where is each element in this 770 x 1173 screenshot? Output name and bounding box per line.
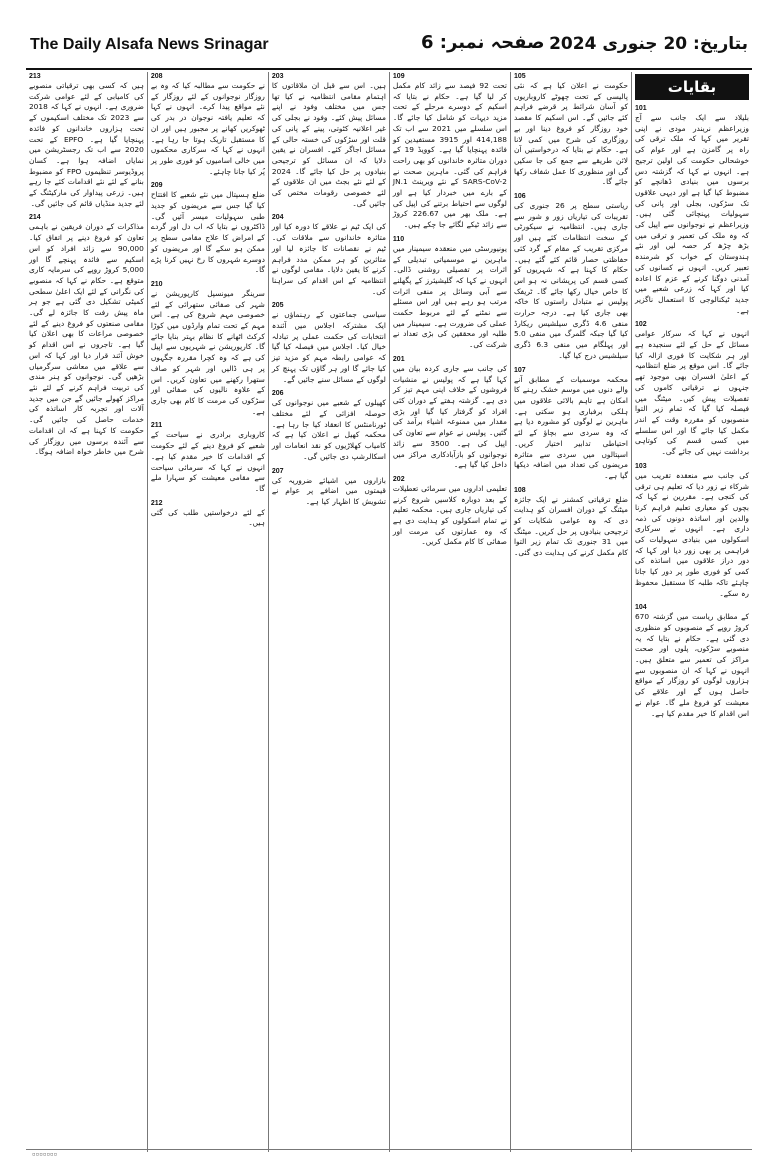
article-number: 109 (392, 73, 405, 80)
article-continuation (635, 104, 749, 316)
news-column-2 (510, 72, 631, 1152)
article-number: 105 (513, 73, 526, 80)
article-text: مذاکرات کے دوران فریقین نے باہمی تعاون کو فروغ دینے پر اتفاق کیا۔ 90,000 سے زائد افراد کو اس اسکیم سے فائدہ پہنچے گا اور 5,000 کروڑ روپے کی سرمایہ کاری متوقع ہے۔ حکام نے کہا کہ منصوبے کی نگرانی کے لئے ایک اعلیٰ سطحی کمیٹی تشکیل دی گئی ہے جو ہر ماہ پیش رفت کا جائزہ لے گی۔ مقامی صنعتوں کو فروغ دینے کے لئے خصوصی مراعات کا بھی اعلان کیا گیا ہے۔ تاجروں نے اس اقدام کو خوش آئند قرار دیا اور کہا کہ اس سے علاقے میں معاشی سرگرمیاں بڑھیں گی۔ نوجوانوں کو ہنر مندی کی تربیت فراہم کرنے کے لئے نئے مراکز کھولے جائیں گے جن میں جدید آلات اور تجربہ کار اساتذہ کی خدمات حاصل کی جائیں گی۔ حکومت کا کہنا ہے کہ ان اقدامات سے آئندہ برسوں میں روزگار کی شرح میں خاطر خواہ اضافہ ہوگا۔ (28, 222, 144, 457)
article-number: 205 (271, 302, 284, 310)
article-text: انہوں نے کہا کہ سرکار عوامی مسائل کے حل کے لئے سنجیدہ ہے اور ہر شکایت کا فوری ازالہ کیا جائے گا۔ اس موقع پر ضلع انتظامیہ کے اعلیٰ افسران بھی موجود تھے جنہوں نے ترقیاتی کاموں کی تفصیلات پیش کیں۔ میٹنگ میں فیصلہ کیا گیا کہ تمام زیر التوا منصوبوں کو مقررہ وقت کے اندر مکمل کیا جائے گا اور اس سلسلے میں کسی قسم کی کوتاہی برداشت نہیں کی جائے گی۔ (634, 329, 749, 457)
article-text: ہیں۔ اس سے قبل ان ملاقاتوں کا اہتمام مقامی انتظامیہ نے کیا تھا جس میں مختلف وفود نے اپنے مسائل پیش کئے۔ وفود نے بجلی کی غیر اعلانیہ کٹوتی، پینے کے پانی کی قلت اور سڑکوں کی خستہ حالی کے مسائل اجاگر کئے۔ افسران نے یقین دلایا کہ ان مسائل کو ترجیحی بنیادوں پر حل کیا جائے گا۔ 2024 کے لئے نئے بجٹ میں ان علاقوں کے لئے خصوصی رقومات مختص کی جائیں گی۔ (271, 81, 386, 208)
article-number: 107 (513, 366, 526, 374)
article-continuation (272, 389, 386, 462)
article-text: کی ایک ٹیم نے علاقے کا دورہ کیا اور متاثرہ خاندانوں سے ملاقات کی۔ ٹیم نے نقصانات کا جائزہ لیا اور متاثرین کو ہر ممکن مدد فراہم کرنے کا یقین دلایا۔ مقامی لوگوں نے انتظامیہ کے اس اقدام کی سراہنا کی۔ (271, 222, 386, 296)
article-text: حکومت نے اعلان کیا ہے کہ نئی پالیسی کے تحت چھوٹے کاروباریوں کو آسان شرائط پر قرضے فراہم کئے جائیں گے۔ اس اسکیم کا مقصد خود روزگار کو فروغ دینا اور بے روزگاری کی شرح میں کمی لانا ہے۔ حکام نے بتایا کہ درخواستیں آن لائن طریقے سے جمع کی جا سکیں گی اور منظوری کا عمل شفاف رکھا جائے گا۔ (513, 81, 628, 187)
article-continuation (151, 499, 265, 529)
newspaper-title: The Daily Alsafa News Srinagar (30, 36, 269, 53)
article-text: سرینگر میونسپل کارپوریشن نے شہر کی صفائی ستھرائی کے لئے خصوصی مہم شروع کی ہے۔ اس مہم کے تحت تمام وارڈوں میں کوڑا کرکٹ اٹھانے کا نظام بہتر بنایا جائے گا۔ کارپوریشن نے شہریوں سے اپیل کی ہے کہ وہ کچرا مقررہ جگہوں پر ہی ڈالیں اور شہر کو صاف ستھرا رکھنے میں تعاون کریں۔ اس کے علاوہ نالیوں کی صفائی اور سڑکوں کی مرمت کا کام بھی جاری ہے۔ (150, 288, 265, 416)
article-continuation (514, 366, 628, 482)
article-text: بازاروں میں اشیائے ضروریہ کی قیمتوں میں اضافے پر عوام نے تشویش کا اظہار کیا ہے۔ (271, 475, 386, 506)
article-text: کے مطابق ریاست میں گزشتہ 670 کروڑ روپے کے منصوبوں کو منظوری دی گئی ہے۔ حکام نے بتایا کہ یہ منصوبے سڑکوں، پلوں اور صحت مراکز کی تعمیر سے متعلق ہیں۔ انہوں نے کہا کہ ان منصوبوں سے ہزاروں لوگوں کو روزگار کے مواقع حاصل ہوں گے اور علاقے کی معیشت کو فروغ ملے گا۔ عوام نے اس اقدام کا خیر مقدم کیا ہے۔ (634, 612, 749, 718)
article-continuation (29, 72, 144, 209)
news-column-3 (389, 72, 510, 1152)
article-continuation (272, 301, 386, 385)
article-text: یونیورسٹی میں منعقدہ سیمینار میں ماہرین نے موسمیاتی تبدیلی کے اثرات پر تفصیلی روشنی ڈالی۔ انہوں نے کہا کہ گلیشیئرز کے پگھلنے سے آبی وسائل پر منفی اثرات مرتب ہو رہے ہیں اور اس مسئلے سے نمٹنے کے لئے مربوط حکمت عملی کی ضرورت ہے۔ سیمینار میں طلبہ اور محققین کی بڑی تعداد نے شرکت کی۔ (392, 243, 507, 350)
page-footer (26, 1149, 752, 1160)
article-continuation (514, 192, 628, 362)
news-column-1 (631, 72, 752, 1152)
article-continuation (151, 421, 265, 494)
article-text: کاروباری برادری نے سیاحت کے شعبے کو فروغ دینے کے لئے حکومت کے اقدامات کا خیر مقدم کیا ہے۔ انہوں نے کہا کہ سرمائی سیاحت سے مقامی معیشت کو سہارا ملے گا۔ (150, 430, 265, 493)
article-continuation (393, 72, 507, 231)
newspaper-page (26, 30, 752, 1160)
news-column-5 (147, 72, 268, 1152)
article-number: 106 (513, 193, 526, 201)
article-continuation (635, 462, 749, 599)
article-number: 110 (392, 235, 405, 243)
article-text: محکمہ موسمیات کے مطابق آنے والے دنوں میں موسم خشک رہنے کا امکان ہے تاہم بالائی علاقوں میں ہلکی برفباری ہو سکتی ہے۔ ماہرین نے لوگوں کو مشورہ دیا ہے کہ وہ سردی سے بچاؤ کے لئے احتیاطی تدابیر اختیار کریں۔ اسپتالوں میں سردی سے متاثرہ مریضوں کی تعداد میں اضافہ دیکھا گیا ہے۔ (513, 374, 628, 480)
masthead (26, 30, 752, 70)
article-number: 212 (150, 499, 163, 507)
article-text: کھیلوں کے شعبے میں نوجوانوں کی حوصلہ افزائی کے لئے مختلف ٹورنامنٹس کا انعقاد کیا جا رہا ہے۔ محکمہ کھیل نے اعلان کیا ہے کہ کامیاب کھلاڑیوں کو نقد انعامات اور اسکالرشپ دی جائیں گی۔ (271, 398, 386, 461)
article-continuation (29, 213, 144, 457)
article-number: 104 (634, 604, 647, 612)
article-number: 202 (392, 475, 405, 483)
article-number: 206 (271, 390, 284, 398)
article-text: ضلع ہسپتال میں نئے شعبے کا افتتاح کیا گیا جس سے مریضوں کو جدید طبی سہولیات میسر آئیں گی۔ ڈاکٹروں نے بتایا کہ اب دل اور گردے کے امراض کا علاج مقامی سطح پر ممکن ہو سکے گا اور مریضوں کو دوسرے شہروں کا رخ نہیں کرنا پڑے گا۔ (150, 190, 265, 275)
issue-date: بتاریخ: 20 جنوری 2024 (549, 34, 748, 54)
article-number: 102 (634, 321, 647, 329)
article-text: ہیں کہ کسی بھی ترقیاتی منصوبے کی کامیابی کے لئے عوامی شرکت ضروری ہے۔ انہوں نے کہا کہ 2018 سے 2023 تک مختلف اسکیموں کے تحت ہزاروں خاندانوں کو فائدہ پہنچایا گیا ہے۔ EPFO کے تحت 2020 سے اب تک رجسٹریشن میں نمایاں اضافہ ہوا ہے۔ کسان پروڈیوسر تنظیموں FPO کو مضبوط بنانے کے لئے نئے اقدامات کئے جا رہے ہیں۔ زرعی پیداوار کی مارکیٹنگ کے لئے جدید منڈیاں قائم کی جائیں گی۔ (28, 81, 144, 208)
article-number: 211 (150, 422, 163, 430)
article-number: 210 (150, 280, 163, 288)
article-continuation (272, 72, 386, 209)
article-text: ریاستی سطح پر 26 جنوری کی تقریبات کی تیاریاں زور و شور سے جاری ہیں۔ انتظامیہ نے سیکورٹی کے سخت انتظامات کئے ہیں اور مرکزی تقریب کے مقام کے گرد کئی حفاظتی حصار قائم کئے گئے ہیں۔ حکام کا کہنا ہے کہ شہریوں کو کسی قسم کی پریشانی نہ ہو اس کا خاص خیال رکھا جائے گا۔ ٹریفک پولیس نے متبادل راستوں کا خاکہ بھی جاری کیا ہے۔ درجہ حرارت منفی 4.6 ڈگری سیلشیس ریکارڈ کیا گیا جبکہ گلمرگ میں منفی 5.0 اور پہلگام میں منفی 6.3 ڈگری سیلشیس درج کیا گیا۔ (513, 201, 628, 360)
article-continuation (272, 467, 386, 508)
article-text: نے حکومت سے مطالبہ کیا کہ وہ بے روزگار نوجوانوں کے لئے روزگار کے نئے مواقع پیدا کرے۔ انہوں نے کہا کہ تعلیم یافتہ نوجوان در بدر کی ٹھوکریں کھانے پر مجبور ہیں اور ان کا مستقبل تاریک ہوتا جا رہا ہے۔ انہوں نے کہا کہ سرکاری محکموں میں خالی اسامیوں کو فوری طور پر پُر کیا جانا چاہئے۔ (150, 81, 265, 176)
article-continuation (635, 603, 749, 719)
article-text: بلیلاد سے ایک جانب سے آج وزیراعظم نریندر مودی نے اپنی تقریر میں کہا کہ ملک ترقی کی راہ پر گامزن ہے اور عوام کی خوشحالی حکومت کی اولین ترجیح ہے۔ انہوں نے کہا کہ گزشتہ دس برسوں میں بنیادی ڈھانچے کو مضبوط کیا گیا ہے اور دیہی علاقوں تک سڑکوں، بجلی اور پانی کی سہولیات پہنچائی گئی ہیں۔ وزیراعظم نے نوجوانوں سے اپیل کی کہ وہ ملک کی تعمیر و ترقی میں بڑھ چڑھ کر حصہ لیں اور نئے ہندوستان کے خواب کو شرمندہ تعبیر کریں۔ انہوں نے کسانوں کی آمدنی دوگنا کرنے کے عزم کا اعادہ کیا اور کہا کہ زرعی شعبے میں جدید ٹیکنالوجی کا استعمال ناگزیر ہے۔ (634, 113, 749, 315)
article-number: 203 (271, 73, 284, 80)
article-text: سیاسی جماعتوں کے رہنماؤں نے ایک مشترکہ اجلاس میں آئندہ انتخابات کی حکمت عملی پر تبادلہ خیال کیا۔ اجلاس میں فیصلہ کیا گیا کہ عوامی رابطہ مہم کو مزید تیز کیا جائے گا اور ہر گاؤں تک پہنچ کر لوگوں کے مسائل سنے جائیں گے۔ (271, 310, 386, 384)
article-continuation (151, 181, 265, 276)
article-continuation (272, 213, 386, 297)
article-number: 101 (634, 105, 647, 112)
article-number: 209 (150, 182, 163, 190)
article-number: 208 (150, 73, 163, 80)
article-text: کی جانب سے جاری کردہ بیان میں کہا گیا ہے کہ پولیس نے منشیات فروشوں کے خلاف اپنی مہم تیز کر دی ہے۔ گزشتہ ہفتے کے دوران کئی افراد کو گرفتار کیا گیا اور بڑی مقدار میں ممنوعہ اشیاء برآمد کی گئیں۔ پولیس نے عوام سے تعاون کی اپیل کی ہے۔ 3500 سے زائد نوجوانوں کو بازآبادکاری مراکز میں داخل کیا گیا ہے۔ (392, 363, 507, 470)
article-continuation (635, 320, 749, 457)
article-continuation (151, 72, 265, 177)
article-continuation (514, 486, 628, 559)
article-number: 201 (392, 355, 405, 363)
page-number: صفحہ نمبر: 6 (421, 32, 545, 53)
article-continuation (393, 235, 507, 351)
section-badge: بقایات (635, 74, 749, 100)
article-number: 207 (271, 467, 284, 475)
article-text: کی جانب سے منعقدہ تقریب میں شرکاء نے زور دیا کہ تعلیم ہی ترقی کی کنجی ہے۔ مقررین نے کہا کہ بچوں کو معیاری تعلیم فراہم کرنا والدین اور اساتذہ دونوں کی ذمہ داری ہے۔ انہوں نے سرکاری اسکولوں میں بنیادی سہولیات کی فراہمی پر بھی زور دیا اور کہا کہ دور دراز علاقوں میں اساتذہ کی کمی کو فوری طور پر دور کیا جانا چاہئے تاکہ طلبہ کا مستقبل محفوظ رہ سکے۔ (634, 470, 749, 598)
news-column-4 (268, 72, 389, 1152)
columns-container (26, 72, 752, 1152)
article-text: ضلع ترقیاتی کمشنر نے ایک جائزہ میٹنگ کے دوران افسران کو ہدایت دی کہ وہ عوامی شکایات کو ترجیحی بنیادوں پر حل کریں۔ میٹنگ میں 31 جنوری تک تمام زیر التوا کام مکمل کرنے کی ہدایت دی گئی۔ (513, 494, 628, 558)
news-column-6 (26, 72, 147, 1152)
article-number: 213 (28, 73, 41, 80)
article-text: تعلیمی اداروں میں سرمائی تعطیلات کے بعد دوبارہ کلاسیں شروع کرنے کی تیاریاں جاری ہیں۔ محکمہ تعلیم نے تمام اسکولوں کو ہدایت دی ہے کہ وہ عمارتوں کی مرمت اور صفائی کا کام مکمل کریں۔ (392, 483, 507, 547)
article-number: 204 (271, 214, 284, 222)
article-number: 108 (513, 486, 526, 494)
footer-mark: ▫▫▫▫▫▫▫ (32, 1151, 58, 1158)
article-text: تحت 92 فیصد سے زائد کام مکمل کر لیا گیا ہے۔ حکام نے بتایا کہ اسکیم کے دوسرے مرحلے کے تحت مزید دیہات کو شامل کیا جائے گا۔ اس سلسلے میں 2021 سے اب تک 414,188 اور 3915 مستفیدین کو فائدہ پہنچایا گیا ہے۔ کوویڈ 19 کے دوران متاثرہ خاندانوں کو بھی راحت فراہم کی گئی۔ ماہرین صحت نے SARS-CoV-2 کے نئے ویرینٹ JN.1 کے بارے میں خبردار کیا ہے اور لوگوں سے احتیاط برتنے کی اپیل کی ہے۔ ملک بھر میں 226.67 کروڑ سے زائد ٹیکے لگائے جا چکے ہیں۔ (392, 81, 507, 230)
article-continuation (151, 280, 265, 417)
article-number: 103 (634, 462, 647, 470)
article-continuation (393, 475, 507, 548)
article-continuation (514, 72, 628, 188)
article-text: کے لئے درخواستیں طلب کی گئی ہیں۔ (150, 507, 265, 528)
article-continuation (393, 355, 507, 471)
article-number: 214 (28, 214, 41, 222)
